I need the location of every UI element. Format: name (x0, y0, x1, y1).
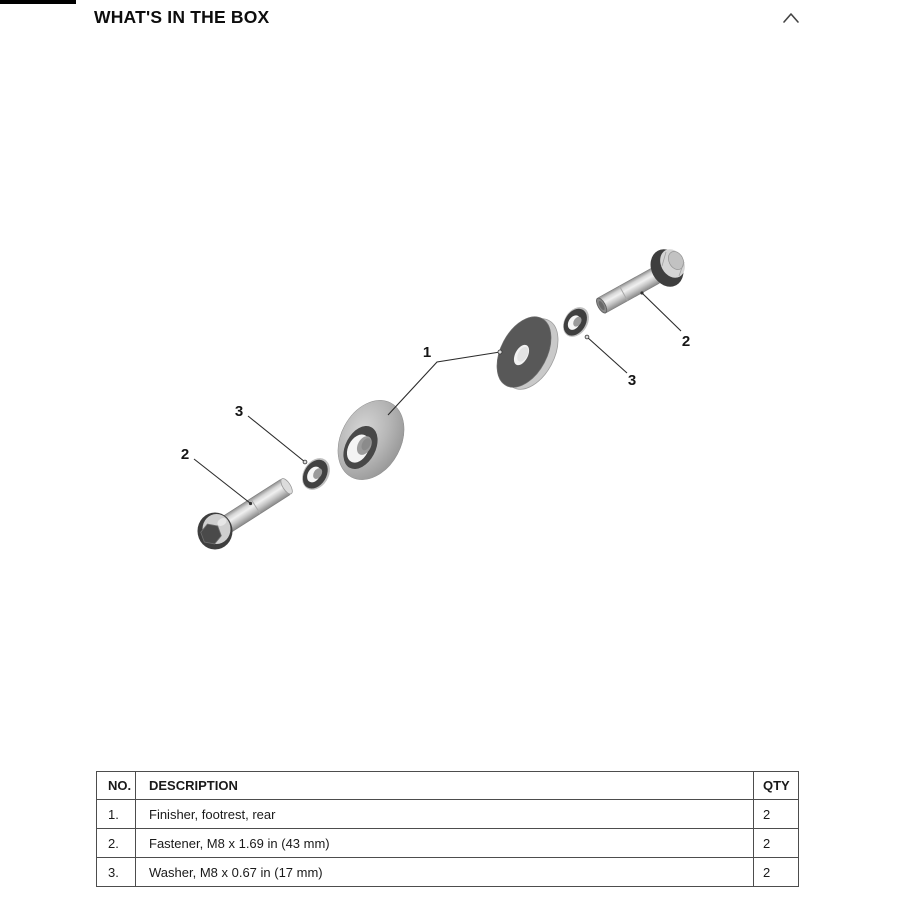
row-qty: 2 (754, 858, 799, 887)
callout-label-1: 1 (422, 344, 432, 361)
table-row (97, 800, 799, 829)
row-description: Finisher, footrest, rear (136, 800, 754, 829)
row-no: 1. (97, 800, 136, 829)
row-description: Washer, M8 x 0.67 in (17 mm) (136, 858, 754, 887)
column-header-description: DESCRIPTION (136, 772, 754, 800)
callout-label-2-right: 2 (681, 333, 691, 350)
fastener-right-bolt (594, 244, 689, 315)
row-description: Fastener, M8 x 1.69 in (43 mm) (136, 829, 754, 858)
row-qty: 2 (754, 829, 799, 858)
callout-label-3-right: 3 (627, 372, 637, 389)
callout-fastener-left (181, 446, 252, 505)
row-qty: 2 (754, 800, 799, 829)
section-title: WHAT'S IN THE BOX (94, 7, 270, 27)
parts-table (96, 771, 799, 887)
callout-finisher (388, 344, 502, 415)
callout-fastener-right (640, 291, 690, 350)
column-header-no: NO. (97, 772, 136, 800)
callout-label-2-left: 2 (180, 446, 190, 463)
column-header-qty: QTY (754, 772, 799, 800)
parts-table-header-row (97, 772, 799, 800)
callout-washer-left (235, 403, 307, 464)
callout-label-3-left: 3 (234, 403, 244, 420)
row-no: 2. (97, 829, 136, 858)
row-no: 3. (97, 858, 136, 887)
table-row (97, 829, 799, 858)
table-row (97, 858, 799, 887)
callout-washer-right (585, 335, 636, 389)
finisher-dome (325, 389, 417, 491)
fastener-left-bolt (198, 477, 295, 550)
